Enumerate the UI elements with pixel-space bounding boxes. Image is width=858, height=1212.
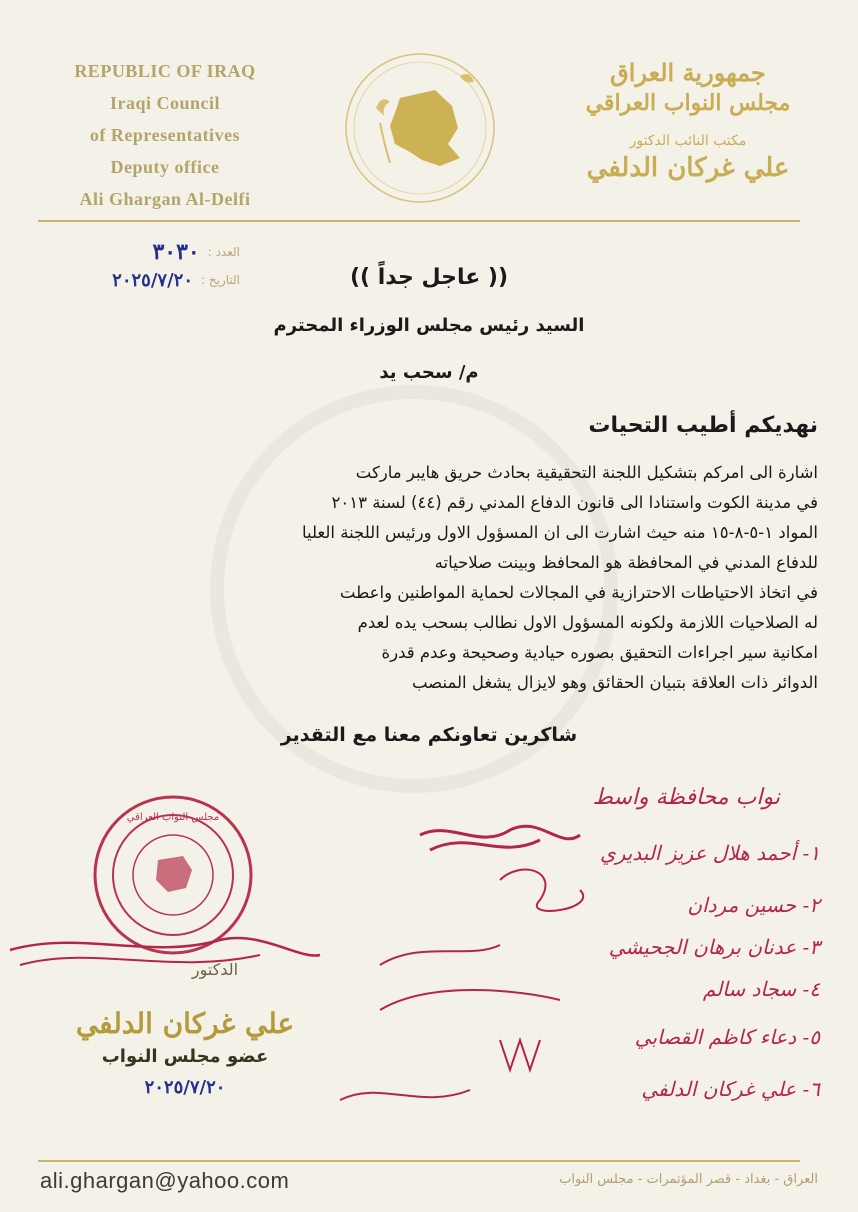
signature-date: ٢٠٢٥/٧/٢٠ (144, 1077, 226, 1098)
letterhead-en-line: Deputy office (110, 157, 220, 177)
letter-paragraph (42, 458, 818, 698)
signatory-item: ١- أحمد هلال عزيز البديري (600, 841, 820, 865)
signer-name: علي غركان الدلفي (75, 1007, 295, 1040)
reference-meta (40, 238, 240, 294)
date-value: ٢٠٢٥/٧/٢٠ (112, 269, 193, 291)
paragraph-line: في مدينة الكوت واستنادا الى قانون الدفاع المدني رقم (٤٤) لسنة ٢٠١٣ (331, 493, 818, 512)
number-value: ٣٠٣٠ (152, 239, 200, 265)
letterhead-en-line: of Representatives (89, 125, 241, 145)
footer-address: العراق - بغداد - قصر المؤتمرات - مجلس النواب (559, 1172, 818, 1187)
number-label: العدد : (207, 245, 240, 259)
letterhead-en-line: REPUBLIC OF IRAQ (74, 61, 256, 81)
stamp-text: مجلس النواب العراقي (126, 812, 220, 823)
urgent-heading: (( عاجل جداً )) (349, 265, 509, 290)
letterhead-ar-line: مجلس النواب العراقي (585, 90, 791, 116)
letterhead-en-line: Ali Ghargan Al-Delfi (79, 189, 251, 209)
letterhead-english (40, 55, 290, 215)
signatory-item: ٣- عدنان برهان الجحيشي (608, 935, 820, 959)
paragraph-line: للدفاع المدني في المحافظة هو المحافظ وبينت صلاحياته (434, 553, 818, 572)
signature-block (50, 960, 320, 1098)
footer-email: ali.ghargan@yahoo.com (40, 1168, 290, 1193)
paragraph-line: اشارة الى امركم بتشكيل اللجنة التحقيقية بحادث حريق هايبر ماركت (355, 463, 818, 482)
header-divider (38, 220, 800, 222)
iraq-emblem-icon (340, 48, 500, 208)
subject-line: م/ سحب يد (379, 362, 479, 383)
signatory-item: ٥- دعاء كاظم القصابي (634, 1025, 820, 1049)
paragraph-line: له الصلاحيات اللازمة ولكونه المسؤول الاول نطالب بسحب يده لعدم (357, 613, 818, 632)
greeting: نهديكم أطيب التحيات (588, 413, 818, 438)
letterhead-ar-line: علي غركان الدلفي (586, 153, 790, 183)
paragraph-line: المواد ١-٥-٨-١٥ منه حيث اشارت الى ان المسؤول الاول ورئيس اللجنة العليا (301, 523, 818, 542)
signatory-item: ٢- حسين مردان (687, 893, 820, 917)
paragraph-line: امكانية سير اجراءات التحقيق بصوره حيادية وصحيحة وعدم قدرة (381, 643, 818, 662)
footer-divider (38, 1160, 800, 1162)
paragraph-line: في اتخاذ الاحتياطات الاحترازية في المجالات لحماية المواطنين واعطت (339, 583, 818, 602)
official-stamp-icon (88, 790, 258, 960)
signatories-title: نواب محافظة واسط (592, 785, 780, 810)
letterhead-arabic (558, 58, 818, 184)
signer-title: الدكتور (191, 960, 239, 979)
signatory-item: ٤- سجاد سالم (702, 977, 820, 1001)
paragraph-line: الدوائر ذات العلاقة بتبيان الحقائق وهو لايزال يشغل المنصب (411, 673, 818, 692)
closing-line: شاكرين تعاونكم معنا مع التقدير (280, 724, 578, 746)
signer-role: عضو مجلس النواب (101, 1046, 269, 1067)
addressee: السيد رئيس مجلس الوزراء المحترم (273, 315, 585, 336)
letterhead-ar-line: مكتب النائب الدكتور (629, 133, 747, 149)
letterhead-ar-line: جمهورية العراق (610, 58, 766, 87)
letterhead-en-line: Iraqi Council (109, 93, 221, 113)
date-label: التاريخ : (200, 273, 240, 287)
signatory-item: ٦- علي غركان الدلفي (641, 1077, 820, 1101)
